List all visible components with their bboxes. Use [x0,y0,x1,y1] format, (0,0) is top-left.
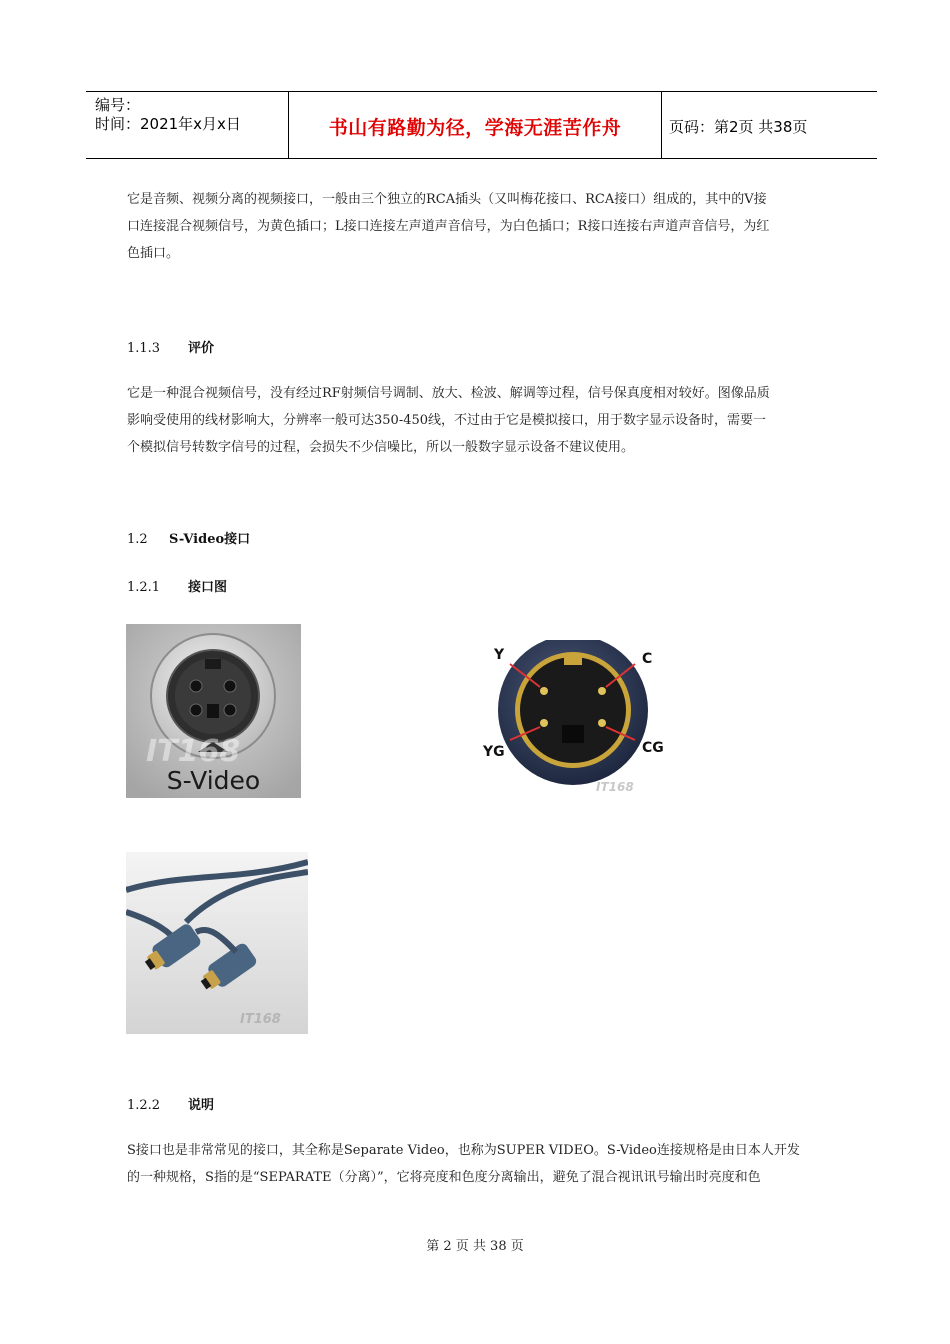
heading-number: 1.2.2 [127,1098,161,1113]
pin-label-yg: YG [483,744,505,760]
cable-illustration [126,852,308,1034]
svideo-caption: S-Video [166,766,261,795]
intro-paragraph [127,186,839,267]
evaluation-paragraph [127,380,839,461]
paragraph-line: 影响受使用的线材影响大，分辨率一般可达350-450线，不过由于它是模拟接口，用于数字显示设备时，需要一 [127,413,767,428]
pinout-illustration [478,640,666,800]
pin-label-c: C [642,651,653,667]
header-divider-right [661,91,662,158]
watermark-text: IT168 [240,1012,281,1027]
header-number-label: 编号： [95,96,141,114]
paragraph-line: S接口也是非常常见的接口，其全称是Separate Video，也称为SUPER VIDEO。S-Video连接规格是由日本人开发 [127,1143,800,1158]
heading-1-2-2 [127,1094,214,1113]
paragraph-line: 它是一种混合视频信号，没有经过RF射频信号调制、放大、检波、解调等过程，信号保真度相对较好。图像品质 [127,386,770,401]
watermark-text: IT168 [596,780,634,794]
heading-number: 1.1.3 [127,341,161,356]
heading-1-2 [127,528,250,547]
heading-number: 1.2 [127,532,148,547]
heading-1-1-3 [127,337,214,356]
paragraph-line: 色插口。 [127,246,180,261]
heading-title: 接口图 [188,580,228,595]
page-footer: 第 2 页 共 38 页 [426,1239,524,1254]
header-divider-left [288,91,289,158]
svideo-port-photo [126,624,301,798]
heading-title: 评价 [188,341,215,356]
watermark-text: IT168 [146,734,241,769]
header-page-label: 页码：第2页 共38页 [669,118,808,136]
svideo-pinout-photo [478,640,666,800]
header-top-rule [86,91,877,92]
header-date-label: 时间：2021年x月x日 [95,115,241,133]
paragraph-line: 的一种规格，S指的是“SEPARATE（分离）”，它将亮度和色度分离输出，避免了混合视讯讯号输出时亮度和色 [127,1170,761,1185]
header-motto: 书山有路勤为径，学海无涯苦作舟 [328,117,622,139]
paragraph-line: 口连接混合视频信号，为黄色插口；L接口连接左声道声音信号，为白色插口；R接口连接右声道声音信号，为红 [127,219,770,234]
heading-number: 1.2.1 [127,580,161,595]
svideo-cable-photo [126,852,308,1034]
header-bottom-rule [86,158,877,159]
description-paragraph [127,1137,839,1191]
pin-label-cg: CG [642,740,664,756]
heading-1-2-1 [127,576,227,595]
heading-title: 说明 [188,1098,215,1113]
heading-title: S-Video接口 [169,532,251,547]
paragraph-line: 个模拟信号转数字信号的过程，会损失不少信噪比，所以一般数字显示设备不建议使用。 [127,440,635,455]
paragraph-line: 它是音频、视频分离的视频接口，一般由三个独立的RCA插头（又叫梅花接口、RCA接口）组成的，其中的V接 [127,192,767,207]
pin-label-y: Y [494,647,505,663]
